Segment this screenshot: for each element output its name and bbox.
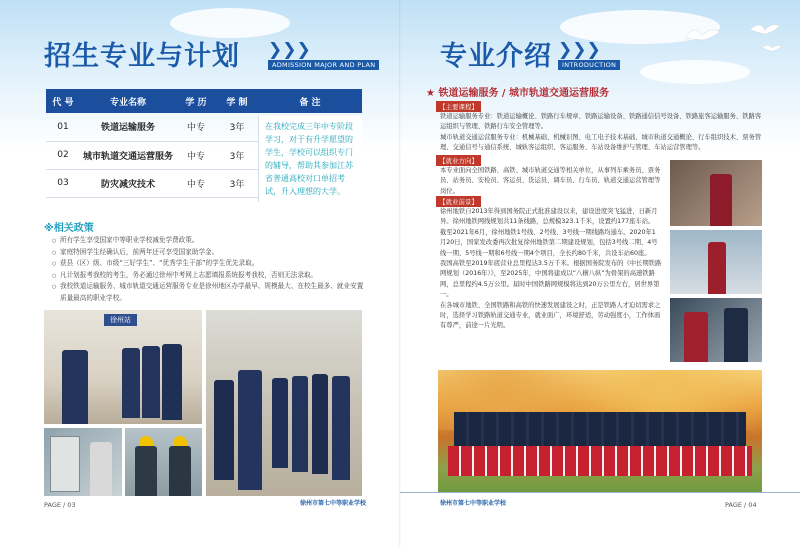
- table-header-row: [46, 89, 362, 113]
- cell-duration: 3年: [216, 141, 258, 169]
- cell-duration: 3年: [216, 113, 258, 141]
- chevron-right-icon: ❯❯❯: [558, 40, 601, 60]
- person: [90, 442, 112, 496]
- cell-code: 01: [46, 113, 80, 141]
- front-row: [448, 446, 752, 476]
- photo-ticket-service: [670, 298, 762, 362]
- section-tag-prospects: 【就业前景】: [436, 196, 481, 207]
- cell-code: 03: [46, 169, 80, 197]
- policy-list: [52, 235, 368, 304]
- section-tag-courses: 【主要课程】: [436, 101, 481, 112]
- prospects-text: 徐州地铁自2013年得到国务院正式批准建设以来，建设进度突飞猛进，日新月异。徐州地铁网线规划共11条线路，总规模323.1千米，设置约177座车站。 截至2021年6月，徐州地铁1号线、2号线、3号线一期线路均通车。2020年1月20日，国家发改委再次批复徐州地铁第二期建设规划，包括3号线二期、4号线一期、5号线一期和6号线一期4个项目，全长约80千米，共设车站60座。 我国高铁至2019年底营业总里程达3.5万千米。根据国务院发布的《中长期铁路网规划（2016年）》，至2025年，中国将建成以“八横八纵”为骨架的高速铁路网，总里程约4.5万公里。届时中国铁路网规模将达到20万公里左右，居世界第一。 在各城市地铁、全国铁路和高铁的快速发展建设之时，正是铁路人才迫切需求之时，选择学习铁路轨道交通专业，就业面广，环境舒适，劳动强度小，工作体面有尊严，前途一片光明。: [440, 208, 662, 330]
- page-subtitle: INTRODUCTION: [558, 60, 620, 70]
- page-number: PAGE / 03: [44, 501, 76, 509]
- list-item: ○ 凡计划报考我校的考生，务必通过徐州中考网上志愿填报系统报考我校，否则无法录取。: [52, 270, 368, 282]
- list-item: ○ 我校铁道运输服务、城市轨道交通运营服务专业是徐州地区办学最早、规模最大、在校生最多、就业安置质量最高的职业学校。: [52, 281, 368, 304]
- cell-code: 02: [46, 141, 80, 169]
- page-subtitle: ADMISSION MAJOR AND PLAN: [268, 60, 379, 70]
- photo-station-staff: [44, 310, 202, 424]
- page-title: 招生专业与计划: [44, 41, 240, 72]
- list-item: ○ 所有学生享受国家中等职业学校减免学费政策。: [52, 235, 368, 247]
- list-item: ○ 获县（区）级、市级“三好学生”、“优秀学生干部”的学生优先录取。: [52, 258, 368, 270]
- photo-platform-attendant: [670, 230, 762, 294]
- person: [135, 446, 157, 496]
- cell-duration: 3年: [216, 169, 258, 197]
- career-text: 本专业面向全国铁路、高铁、城市轨道交通等相关单位，从事列车乘务员、票务员、站务员、安检员、客运员、货运员、调车员、行车员、轨道交通运营管理等岗位。: [440, 167, 661, 195]
- footer-rule: [400, 492, 800, 493]
- person: [332, 376, 350, 480]
- remarks-note: 在我校完成三年中专阶段学习，对于有升学愿望的学生，学校可以组织专门的辅导，帮助其参加江苏省普通高校对口单招考试，升入理想的大学。: [258, 116, 362, 202]
- policy-heading: ※相关政策: [44, 223, 94, 234]
- list-item: ○ 家庭特困学生经确认后，前两年还可享受国家助学金。: [52, 247, 368, 259]
- major-heading: ★ 铁道运输服务 / 城市轨道交通运营服务: [426, 88, 610, 99]
- person: [214, 380, 234, 480]
- person: [142, 346, 160, 418]
- cell-major: 铁道运输服务: [80, 113, 176, 141]
- back-row: [454, 412, 746, 448]
- section-tag-career: 【就业方向】: [436, 155, 481, 166]
- person: [724, 308, 748, 362]
- cell-education: 中专: [176, 169, 216, 197]
- photo-training-class: [206, 310, 362, 496]
- photo-train-attendant: [670, 160, 762, 226]
- column-header-code: 代 号: [46, 89, 80, 113]
- person: [292, 376, 308, 472]
- cell-major: 城市轨道交通运营服务: [80, 141, 176, 169]
- school-logo: 徐州市第七中等职业学校: [440, 500, 507, 507]
- person: [162, 344, 182, 420]
- page-number: PAGE / 04: [725, 501, 757, 509]
- courses-text: 铁道运输服务专业：铁道运输概论、铁路行车规章、铁路运输设备、铁路通信信号设备、铁路旅客运输服务、铁路客运组织与管理、铁路行车安全管理等。 城市轨道交通运营服务专业：机械基础、机械识图、电工电子技术基础、城市轨道交通概论、行车组织技术、票务管理、交通信号与通信系统、城轨客运组织、客运服务、车站设备维护与管理、车站运营管理等。: [440, 113, 762, 152]
- chevron-right-icon: ❯❯❯: [268, 40, 311, 60]
- person: [169, 446, 191, 496]
- helmet: [173, 436, 187, 446]
- school-logo: 徐州市第七中等职业学校: [300, 500, 367, 507]
- column-header-major: 专业名称: [80, 89, 176, 113]
- person: [708, 242, 726, 294]
- station-sign: 徐州站: [104, 314, 137, 326]
- column-header-remarks: 备 注: [258, 89, 362, 113]
- cell-education: 中专: [176, 113, 216, 141]
- page-title: 专业介绍: [440, 41, 552, 72]
- control-cabinet: [50, 436, 80, 492]
- photo-fire-drill: [125, 428, 202, 496]
- person: [272, 378, 288, 468]
- person: [710, 174, 732, 226]
- photo-group: [438, 370, 762, 492]
- photo-electrical-lab: [44, 428, 122, 496]
- column-header-duration: 学 制: [216, 89, 258, 113]
- cell-major: 防灾减灾技术: [80, 169, 176, 197]
- person: [684, 312, 708, 362]
- person: [238, 370, 262, 490]
- column-header-education: 学 历: [176, 89, 216, 113]
- person: [122, 348, 140, 418]
- helmet: [139, 436, 153, 446]
- person: [312, 374, 328, 474]
- person: [62, 350, 88, 424]
- cell-education: 中专: [176, 141, 216, 169]
